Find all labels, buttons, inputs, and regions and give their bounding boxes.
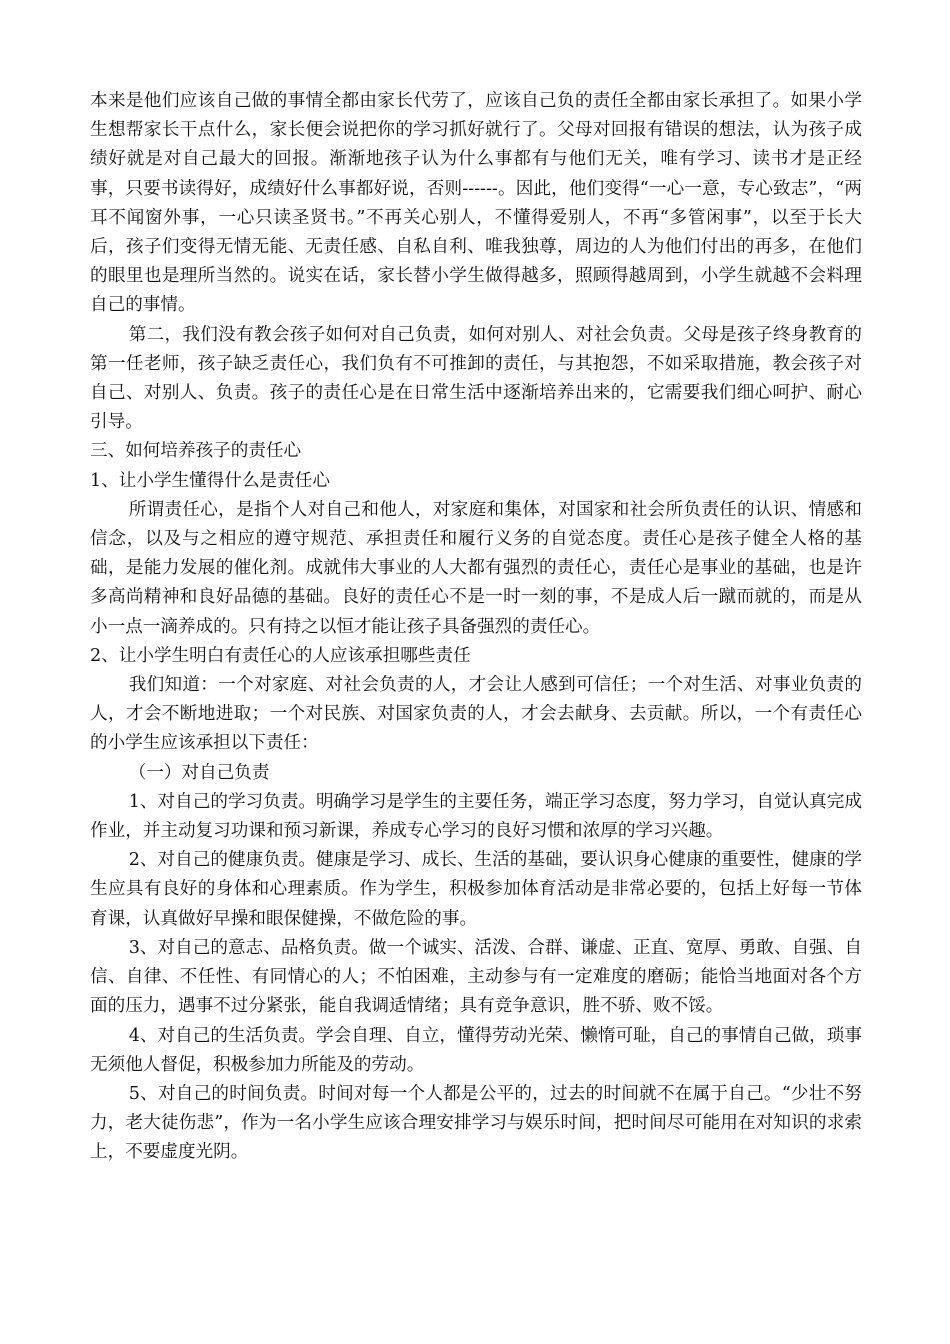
paragraph-second-reason: 第二，我们没有教会孩子如何对自己负责，如何对别人、对社会负责。父母是孩子终身教育的第一任老师，孩子缺乏责任心，我们负有不可推卸的责任，与其抱怨，不如采取措施，教会孩子对自己、对别人、负责。孩子的责任心是在日常生活中逐渐培养出来的，它需要我们细心呵护、耐心引导。 <box>90 324 862 433</box>
list-item-character: 3、对自己的意志、品格负责。做一个诚实、活泼、合群、谦虚、正直、宽厚、勇敢、自强、自信、自律、不任性、有同情心的人；不怕困难，主动参与有一定难度的磨砺；能恰当地面对各个方面的压力，遇事不过分紧张，能自我调适情绪；具有竞争意识，胜不骄、败不馁。 <box>90 937 862 1017</box>
paragraph-responsibilities-intro: 我们知道：一个对家庭、对社会负责的人，才会让人感到可信任；一个对生活、对事业负责的人，才会不断地进取；一个对民族、对国家负责的人，才会去献身、去贡献。所以，一个有责任心的小学生应该承担以下责任： <box>90 675 862 754</box>
list-item-health: 2、对自己的健康负责。健康是学习、成长、生活的基础，要认识身心健康的重要性，健康的学生应具有良好的身体和心理素质。作为学生，积极参加体育活动是非常必要的，包括上好每一节体育课，认真做好早操和眼保健操，不做危险的事。 <box>90 850 862 929</box>
paragraph-continuation: 本来是他们应该自己做的事情全都由家长代劳了，应该自己负的责任全都由家长承担了。如果小学生想帮家长干点什么，家长便会说把你的学习抓好就行了。父母对回报有错误的想法，认为孩子成绩好就是对自己最大的回报。渐渐地孩子认为什么事都有与他们无关，唯有学习、读书才是正经事，只要书读得好，成绩好什么事都好说，否则------。因此，他们变得“一心一意，专心致志”，“两耳不闻窗外事，一心只读圣贤书。”不再关心别人，不懂得爱别人，不再“多管闲事”，以至于长大后，孩子们变得无情无能、无责任感、自私自利、唯我独尊，周边的人为他们付出的再多，在他们的眼里也是理所当然的。说实在话，家长替小学生做得越多，照顾得越周到，小学生就越不会料理自己的事情。 <box>90 91 862 316</box>
subheading-self-responsibility: （一）对自己负责 <box>128 762 270 783</box>
paragraph-definition: 所谓责任心，是指个人对自己和他人，对家庭和集体，对国家和社会所负责任的认识、情感和信念，以及与之相应的遵守规范、承担责任和履行义务的自觉态度。责任心是孩子健全人格的基础，是能力发展的催化剂。成就伟大事业的人大都有强烈的责任心，责任心是事业的基础，也是许多高尚精神和良好品德的基础。良好的责任心不是一时一刻的事，不是成人后一蹴而就的，而是从小一点一滴养成的。只有持之以恒才能让孩子具备强烈的责任心。 <box>90 499 862 637</box>
subheading-1: 1、让小学生懂得什么是责任心 <box>90 470 330 491</box>
list-item-time: 5、对自己的时间负责。时间对每一个人都是公平的，过去的时间就不在属于自己。“少壮不努力，老大徒伤悲”，作为一名小学生应该合理安排学习与娱乐时间，把时间尽可能用在对知识的求索上，不要虚度光阴。 <box>90 1083 862 1163</box>
section-heading-3: 三、如何培养孩子的责任心 <box>90 441 302 462</box>
document-body <box>90 87 862 1168</box>
list-item-life: 4、对自己的生活负责。学会自理、自立，懂得劳动光荣、懒惰可耻，自己的事情自己做，琐事无须他人督促，积极参加力所能及的劳动。 <box>90 1025 862 1075</box>
list-item-study: 1、对自己的学习负责。明确学习是学生的主要任务，端正学习态度，努力学习，自觉认真完成作业，并主动复习功课和预习新课，养成专心学习的良好习惯和浓厚的学习兴趣。 <box>90 791 862 842</box>
subheading-2: 2、让小学生明白有责任心的人应该承担哪些责任 <box>90 645 471 666</box>
